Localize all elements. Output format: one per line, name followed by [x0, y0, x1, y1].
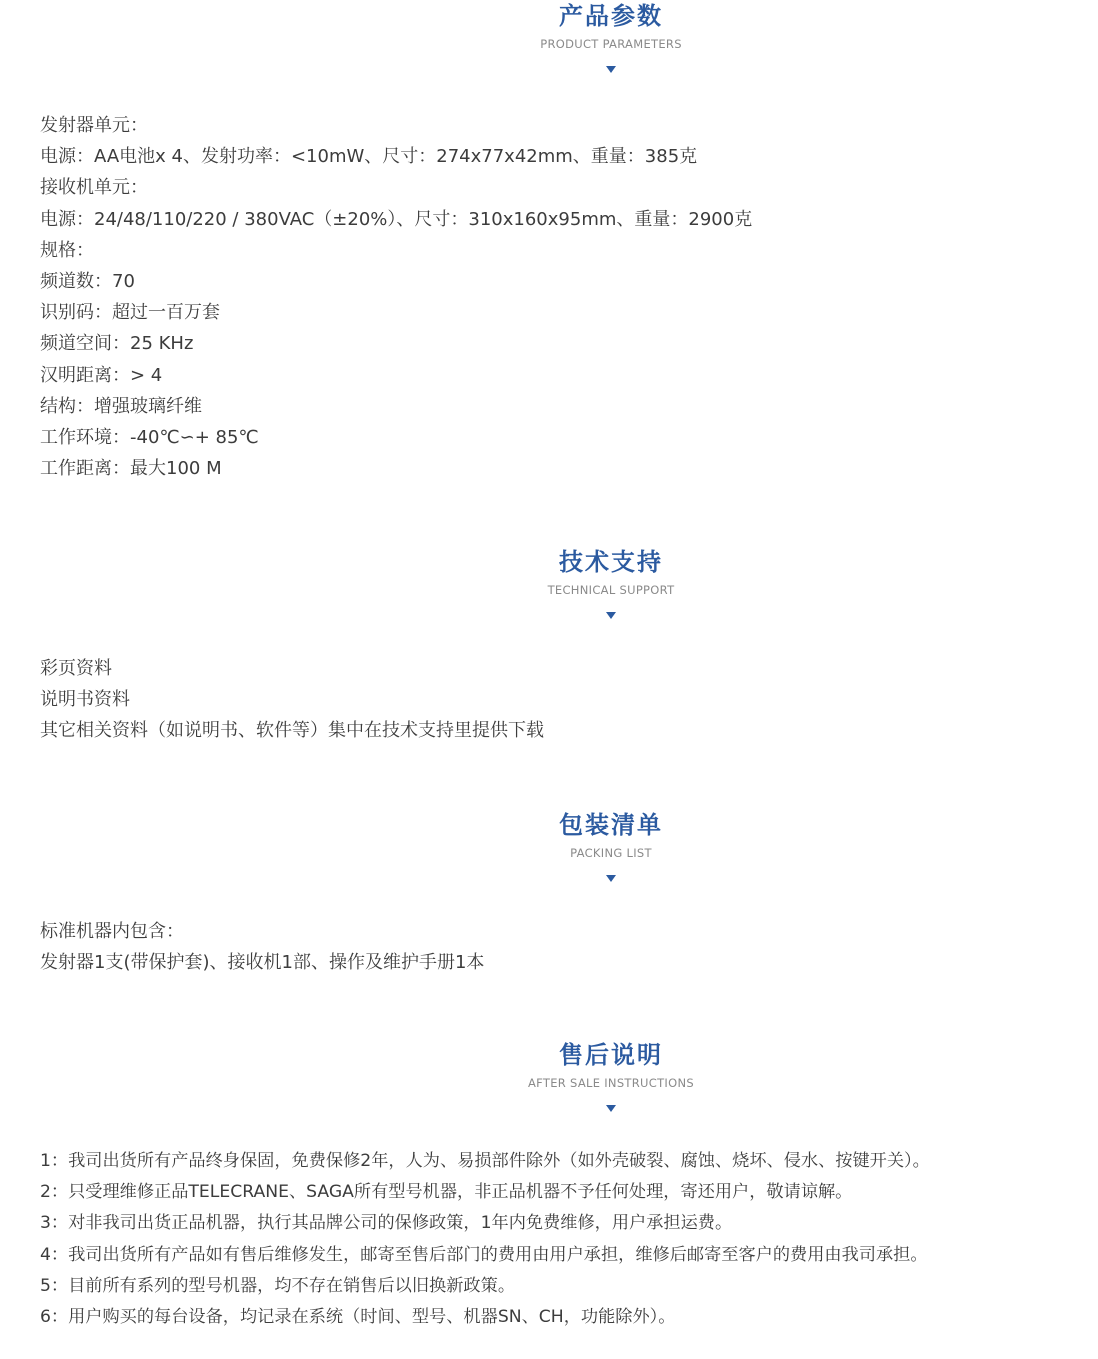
- section-subtitle: AFTER SALE INSTRUCTIONS: [528, 1076, 694, 1090]
- section-header-packing-list: [0, 809, 1098, 882]
- section-title: 技术支持: [559, 548, 663, 576]
- text-line: 识别码：超过一百万套: [40, 302, 220, 324]
- text-line: 1：我司出货所有产品终身保固，免费保修2年，人为、易损部件除外（如外壳破裂、腐蚀、烧坏、侵水、按键开关）。: [40, 1151, 930, 1171]
- text-line: 工作环境：-40℃∽+ 85℃: [40, 426, 259, 448]
- technical-support-content: [40, 653, 1080, 747]
- text-line: 5：目前所有系列的型号机器，均不存在销售后以旧换新政策。: [40, 1275, 516, 1296]
- text-line: 3：对非我司出货正品机器，执行其品牌公司的保修政策，1年内免费维修，用户承担运费。: [40, 1213, 733, 1234]
- text-line: 电源：24/48/110/220 / 380VAC（±20%）、尺寸：310x160x95mm、重量：2900克: [40, 208, 753, 230]
- section-header-after-sale: [0, 1039, 1098, 1112]
- text-line: 彩页资料: [40, 658, 112, 679]
- down-arrow-icon: [606, 1105, 616, 1112]
- text-line: 频道数：70: [40, 270, 135, 292]
- text-line: 4：我司出货所有产品如有售后维修发生，邮寄至售后部门的费用由用户承担，维修后邮寄至客户的费用由我司承担。: [40, 1244, 928, 1265]
- text-line: 2：只受理维修正品TELECRANE、SAGA所有型号机器，非正品机器不予任何处理，寄还用户，敬请谅解。: [40, 1182, 853, 1203]
- product-parameters-content: [40, 110, 1080, 484]
- section-title: 售后说明: [559, 1041, 663, 1069]
- section-subtitle: TECHNICAL SUPPORT: [547, 583, 675, 597]
- text-line: 发射器1支(带保护套)、接收机1部、操作及维护手册1本: [40, 952, 485, 974]
- down-arrow-icon: [606, 612, 616, 619]
- text-line: 接收机单元：: [40, 177, 148, 199]
- section-header-product-parameters: [0, 0, 1098, 73]
- text-line: 其它相关资料（如说明书、软件等）集中在技术支持里提供下载: [40, 720, 544, 742]
- section-header-technical-support: [0, 546, 1098, 619]
- down-arrow-icon: [606, 66, 616, 73]
- text-line: 频道空间：25 KHz: [40, 333, 194, 355]
- section-title: 产品参数: [559, 2, 663, 30]
- text-line: 工作距离：最大100 M: [40, 458, 222, 480]
- text-line: 结构：增强玻璃纤维: [40, 395, 202, 417]
- text-line: 汉明距离：> 4: [40, 364, 163, 386]
- after-sale-content: [40, 1146, 1080, 1333]
- text-line: 电源：AA电池x 4、发射功率：<10mW、尺寸：274x77x42mm、重量：385克: [40, 146, 698, 168]
- section-subtitle: PRODUCT PARAMETERS: [540, 37, 682, 51]
- packing-list-content: [40, 916, 1080, 978]
- down-arrow-icon: [606, 875, 616, 882]
- section-subtitle: PACKING LIST: [570, 846, 652, 860]
- text-line: 发射器单元：: [40, 115, 148, 136]
- text-line: 说明书资料: [40, 689, 130, 711]
- section-title: 包装清单: [559, 811, 663, 839]
- text-line: 6：用户购买的每台设备，均记录在系统（时间、型号、机器SN、CH，功能除外）。: [40, 1306, 676, 1327]
- text-line: 标准机器内包含：: [40, 921, 184, 942]
- text-line: 规格：: [40, 239, 94, 261]
